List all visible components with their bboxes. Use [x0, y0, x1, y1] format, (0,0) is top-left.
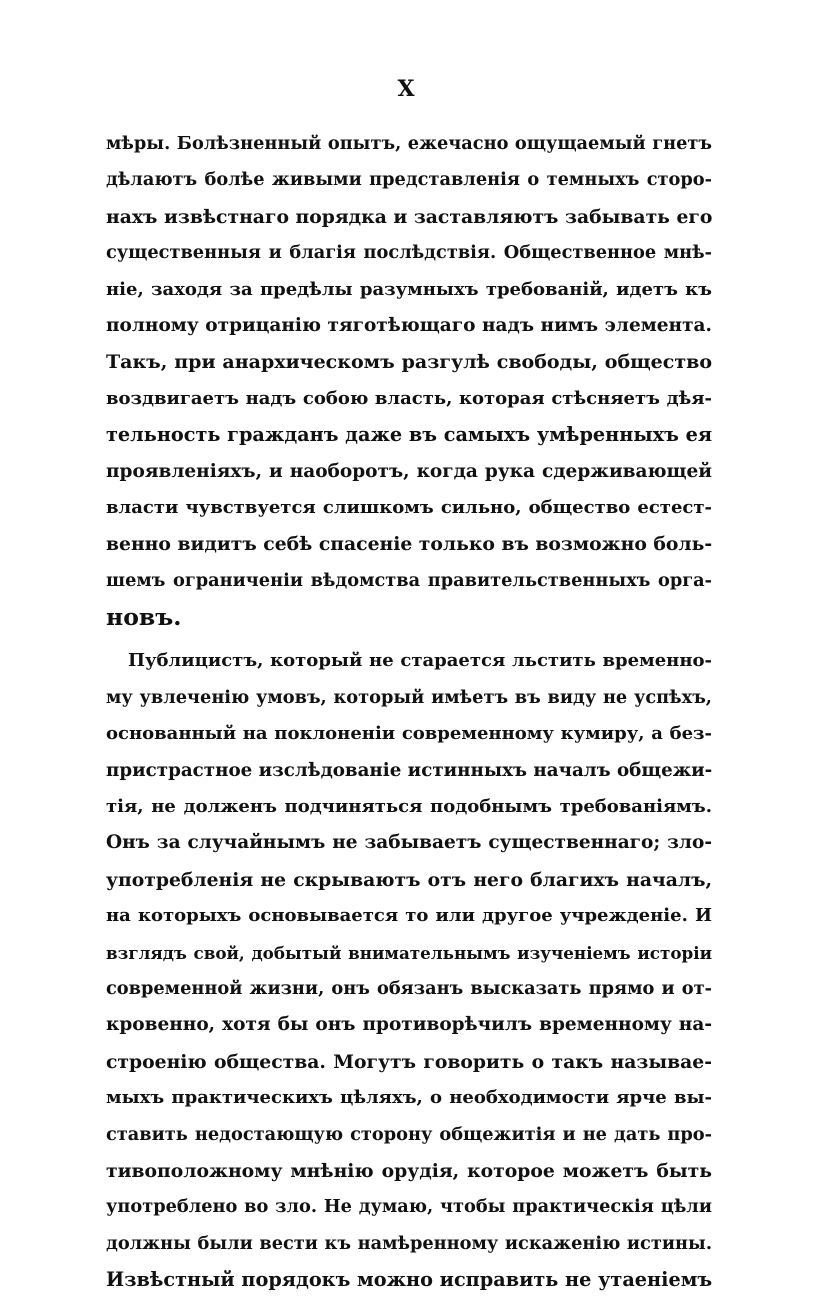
text-line: му увлеченію умовъ, который имѣетъ въ виду не успѣхъ, [106, 686, 712, 708]
text-line: Публицистъ, который не старается льстить временно- [128, 650, 712, 672]
text-line: тивоположному мнѣнію орудія, которое можетъ быть [106, 1159, 712, 1182]
text-line: строенію общества. Могутъ говорить о такъ называе- [106, 1050, 712, 1073]
text-line: власти чувствуется слишкомъ сильно, общество естест- [106, 496, 712, 518]
text-line: проявленіяхъ, и наоборотъ, когда рука сдерживающей [106, 460, 712, 482]
text-line: пристрастное изслѣдованіе истинныхъ началъ общежи- [106, 759, 713, 781]
text-line: тія, не долженъ подчиняться подобнымъ требованіямъ. [106, 796, 712, 818]
text-line: употребленія не скрываютъ отъ него благихъ началъ, [106, 868, 712, 891]
text-line: воздвигаетъ надъ собою власть, которая стѣсняетъ дѣя- [106, 387, 712, 409]
paragraph-gap [106, 635, 712, 643]
text-line: существенныя и благія послѣдствія. Общественное мнѣ- [106, 242, 712, 264]
text-line: взглядъ свой, добытый внимательнымъ изученіемъ исторіи [106, 942, 712, 963]
page-number: X [397, 76, 416, 102]
text-line: шемъ ограниченіи вѣдомства правительственныхъ орга- [106, 569, 712, 591]
text-line: нахъ извѣстнаго порядка и заставляютъ забывать его [106, 205, 713, 228]
text-line: современной жизни, онъ обязанъ высказать прямо и от- [106, 977, 712, 999]
text-line: Такъ, при анархическомъ разгулѣ свободы, общество [106, 351, 712, 374]
text-line: на которыхъ основывается то или другое учрежденіе. И [106, 905, 712, 927]
text-line: мѣры. Болѣзненный опытъ, ежечасно ощущаемый гнетъ [106, 133, 712, 154]
text-line: кровенно, хотя бы онъ противорѣчилъ временному на- [106, 1014, 712, 1036]
text-line: употреблено во зло. Не думаю, чтобы практическія цѣли [106, 1196, 712, 1218]
text-line: новъ. [106, 603, 182, 632]
text-line: тельность гражданъ даже въ самыхъ умѣренныхъ ея [106, 423, 713, 447]
text-line: дѣлаютъ болѣе живыми представленія о темныхъ сторо- [106, 169, 712, 191]
text-line: мыхъ практическихъ цѣляхъ, о необходимости ярче вы- [106, 1087, 712, 1109]
text-line: должны были вести къ намѣренному искаженію истины. [106, 1232, 712, 1254]
page-body [106, 126, 712, 1299]
text-line: Извѣстный порядокъ можно исправить не утаеніемъ [106, 1268, 713, 1292]
text-line: ніе, заходя за предѣлы разумныхъ требованій, идетъ къ [106, 278, 712, 300]
text-line: венно видитъ себѣ спасеніе только въ возможно боль- [106, 533, 713, 556]
text-line: основанный на поклоненіи современному кумиру, а без- [106, 723, 712, 745]
paragraph-1 [106, 126, 712, 635]
text-line: Онъ за случайнымъ не забываетъ существеннаго; зло- [106, 832, 712, 854]
paragraph-2 [106, 643, 712, 1298]
text-line: ставить недостающую сторону общежитія и не дать про- [106, 1123, 712, 1145]
text-line: полному отрицанію тяготѣющаго надъ нимъ элемента. [106, 314, 712, 336]
